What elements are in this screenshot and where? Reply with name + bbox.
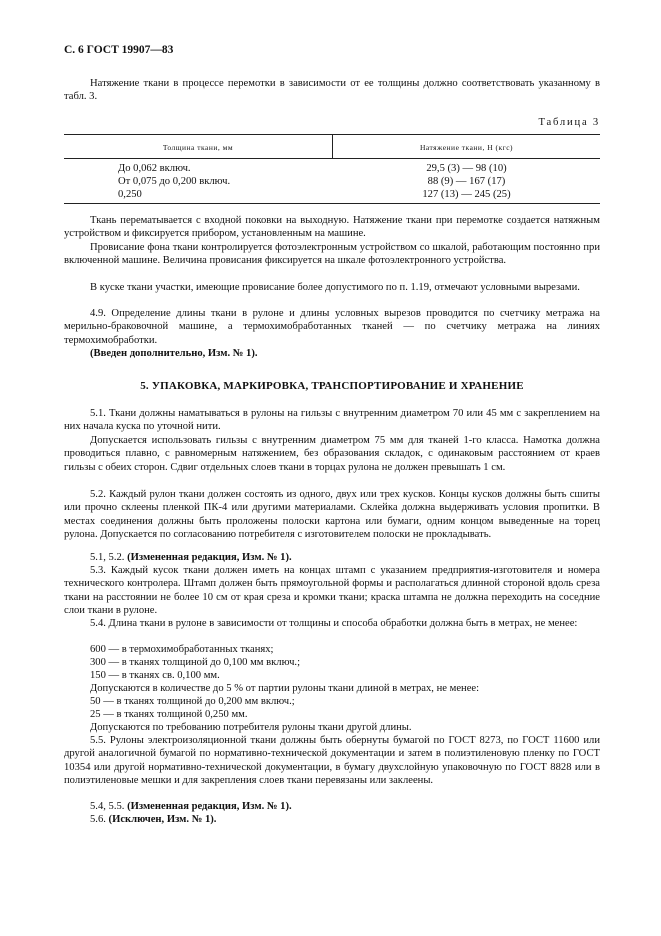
- table-cell-thickness: До 0,062 включ.: [118, 163, 191, 174]
- amendment-note: (Измененная редакция, Изм. № 1).: [127, 552, 292, 563]
- table-cell-thickness: 0,250: [118, 189, 142, 200]
- table-caption: Таблица 3: [538, 117, 600, 128]
- paragraph-5-2: 5.2. Каждый рулон ткани должен состоять из одного, двух или трех кусков. Концы кусков должны быть сшиты или прочно склеены пленкой ПК-4 или другими материалами. Склейка должна выдерживать условия пропитки. В местах соединения должны быть проложены полоски картона или бумаги, одним концом выведенные на торец рулона. Допускается по согласованию потребителя с изготовителем полоски не прокладывать.: [64, 489, 600, 540]
- table-cell-tension: 29,5 (3) — 98 (10): [426, 163, 507, 174]
- list-item: 50 — в тканях толщиной до 0,200 мм включ.;: [90, 696, 295, 707]
- table-cell-thickness: От 0,075 до 0,200 включ.: [118, 176, 231, 187]
- section-title: 5. УПАКОВКА, МАРКИРОВКА, ТРАНСПОРТИРОВАНИЕ И ХРАНЕНИЕ: [140, 380, 524, 392]
- page-header: С. 6 ГОСТ 19907—83: [64, 44, 174, 56]
- list-item: 300 — в тканях толщиной до 0,100 мм включ.;: [90, 657, 301, 668]
- table-cell-tension: 88 (9) — 167 (17): [427, 176, 506, 187]
- table-cell-tension: 127 (13) — 245 (25): [422, 189, 511, 200]
- paragraph-4-9: 4.9. Определение длины ткани в рулоне и длины условных вырезов проводится по счетчику метража на мерильно-браковочной машине, а термохимобработанных тканей — по счетчику метража на линиях термохимобработки.: [64, 308, 600, 346]
- table-bottom-rule: [64, 203, 600, 204]
- amendment-clauses: 5.4, 5.5.: [90, 801, 125, 812]
- list-item: 600 — в термохимобработанных тканях;: [90, 644, 274, 655]
- paragraph: Ткань перематывается с входной поковки на выходную. Натяжение ткани при перемотке создается натяжным устройством и фиксируется прибором, установленным на машине.: [64, 215, 600, 240]
- paragraph-5-1: 5.1. Ткани должны наматываться в рулоны на гильзы с внутренним диаметром 70 или 45 мм с закреплением на них начала куска по уточной нити.: [64, 408, 600, 433]
- amendment-line: [64, 800, 600, 813]
- exclusion-note: (Исключен, Изм. № 1).: [108, 814, 217, 825]
- paragraph: Допускается использовать гильзы с внутренним диаметром 75 мм для тканей 1-го класса. Намотка должна проводиться плавно, с равномерным натяжением, без образования складок, с одинаковым расстоянием от краев гильзы с обеих сторон. Сдвиг отдельных слоев ткани в торцах рулона не должен превышать 1 см.: [64, 435, 600, 473]
- table-header-tension: Натяжение ткани, Н (кгс): [419, 143, 514, 152]
- paragraph: В куске ткани участки, имеющие провисание более допустимого по п. 1.19, отмечают условными вырезами.: [90, 282, 580, 293]
- amendment-note: (Введен дополнительно, Изм. № 1).: [90, 348, 258, 359]
- amendment-clauses: 5.1, 5.2.: [90, 552, 125, 563]
- list-item: 150 — в тканях св. 0,100 мм.: [90, 670, 220, 681]
- intro-paragraph: Натяжение ткани в процессе перемотки в зависимости от ее толщины должно соответствовать указанному в табл. 3.: [64, 78, 600, 103]
- clause-number: 5.6.: [90, 814, 106, 825]
- paragraph-5-4: 5.4. Длина ткани в рулоне в зависимости от толщины и способа обработки должна быть в метрах, не менее:: [90, 618, 578, 629]
- paragraph: Допускаются по требованию потребителя рулоны ткани другой длины.: [90, 722, 412, 733]
- list-item: 25 — в тканях толщиной 0,250 мм.: [90, 709, 248, 720]
- amendment-line: [64, 551, 600, 564]
- table-header-rule: [64, 158, 600, 159]
- paragraph-5-3: 5.3. Каждый кусок ткани должен иметь на концах штамп с указанием предприятия-изготовителя и номера технического контролера. Штамп должен быть прямоугольной формы и располагаться длинной стороной вдоль среза ткани на расстоянии не более 10 см от края среза и кромки ткани; краска штампа не должна переходить на соседние слои ткани в рулоне.: [64, 565, 600, 616]
- paragraph-5-5: 5.5. Рулоны электроизоляционной ткани должны быть обернуты бумагой по ГОСТ 8273, по ГОСТ 11600 или другой аналогичной бумагой по нормативно-технической документации и затем в полиэтиленовую пленку по ГОСТ 10354 или другой нормативно-технической документации, в бумагу двухслойную упаковочную по ГОСТ 8828 или в полиэтиленовые мешки и для закрепления слоев ткани перевязаны или заклеены.: [64, 735, 600, 786]
- paragraph: Допускаются в количестве до 5 % от партии рулоны ткани длиной в метрах, не менее:: [90, 683, 480, 694]
- amendment-line: [64, 813, 600, 826]
- table-header-thickness: Толщина ткани, мм: [162, 143, 234, 152]
- paragraph: Провисание фона ткани контролируется фотоэлектронным устройством со шкалой, работающим постоянно при включенной машине. Величина провисания фиксируется на шкале фотоэлектронного устройства.: [64, 242, 600, 267]
- amendment-note: (Измененная редакция, Изм. № 1).: [127, 801, 292, 812]
